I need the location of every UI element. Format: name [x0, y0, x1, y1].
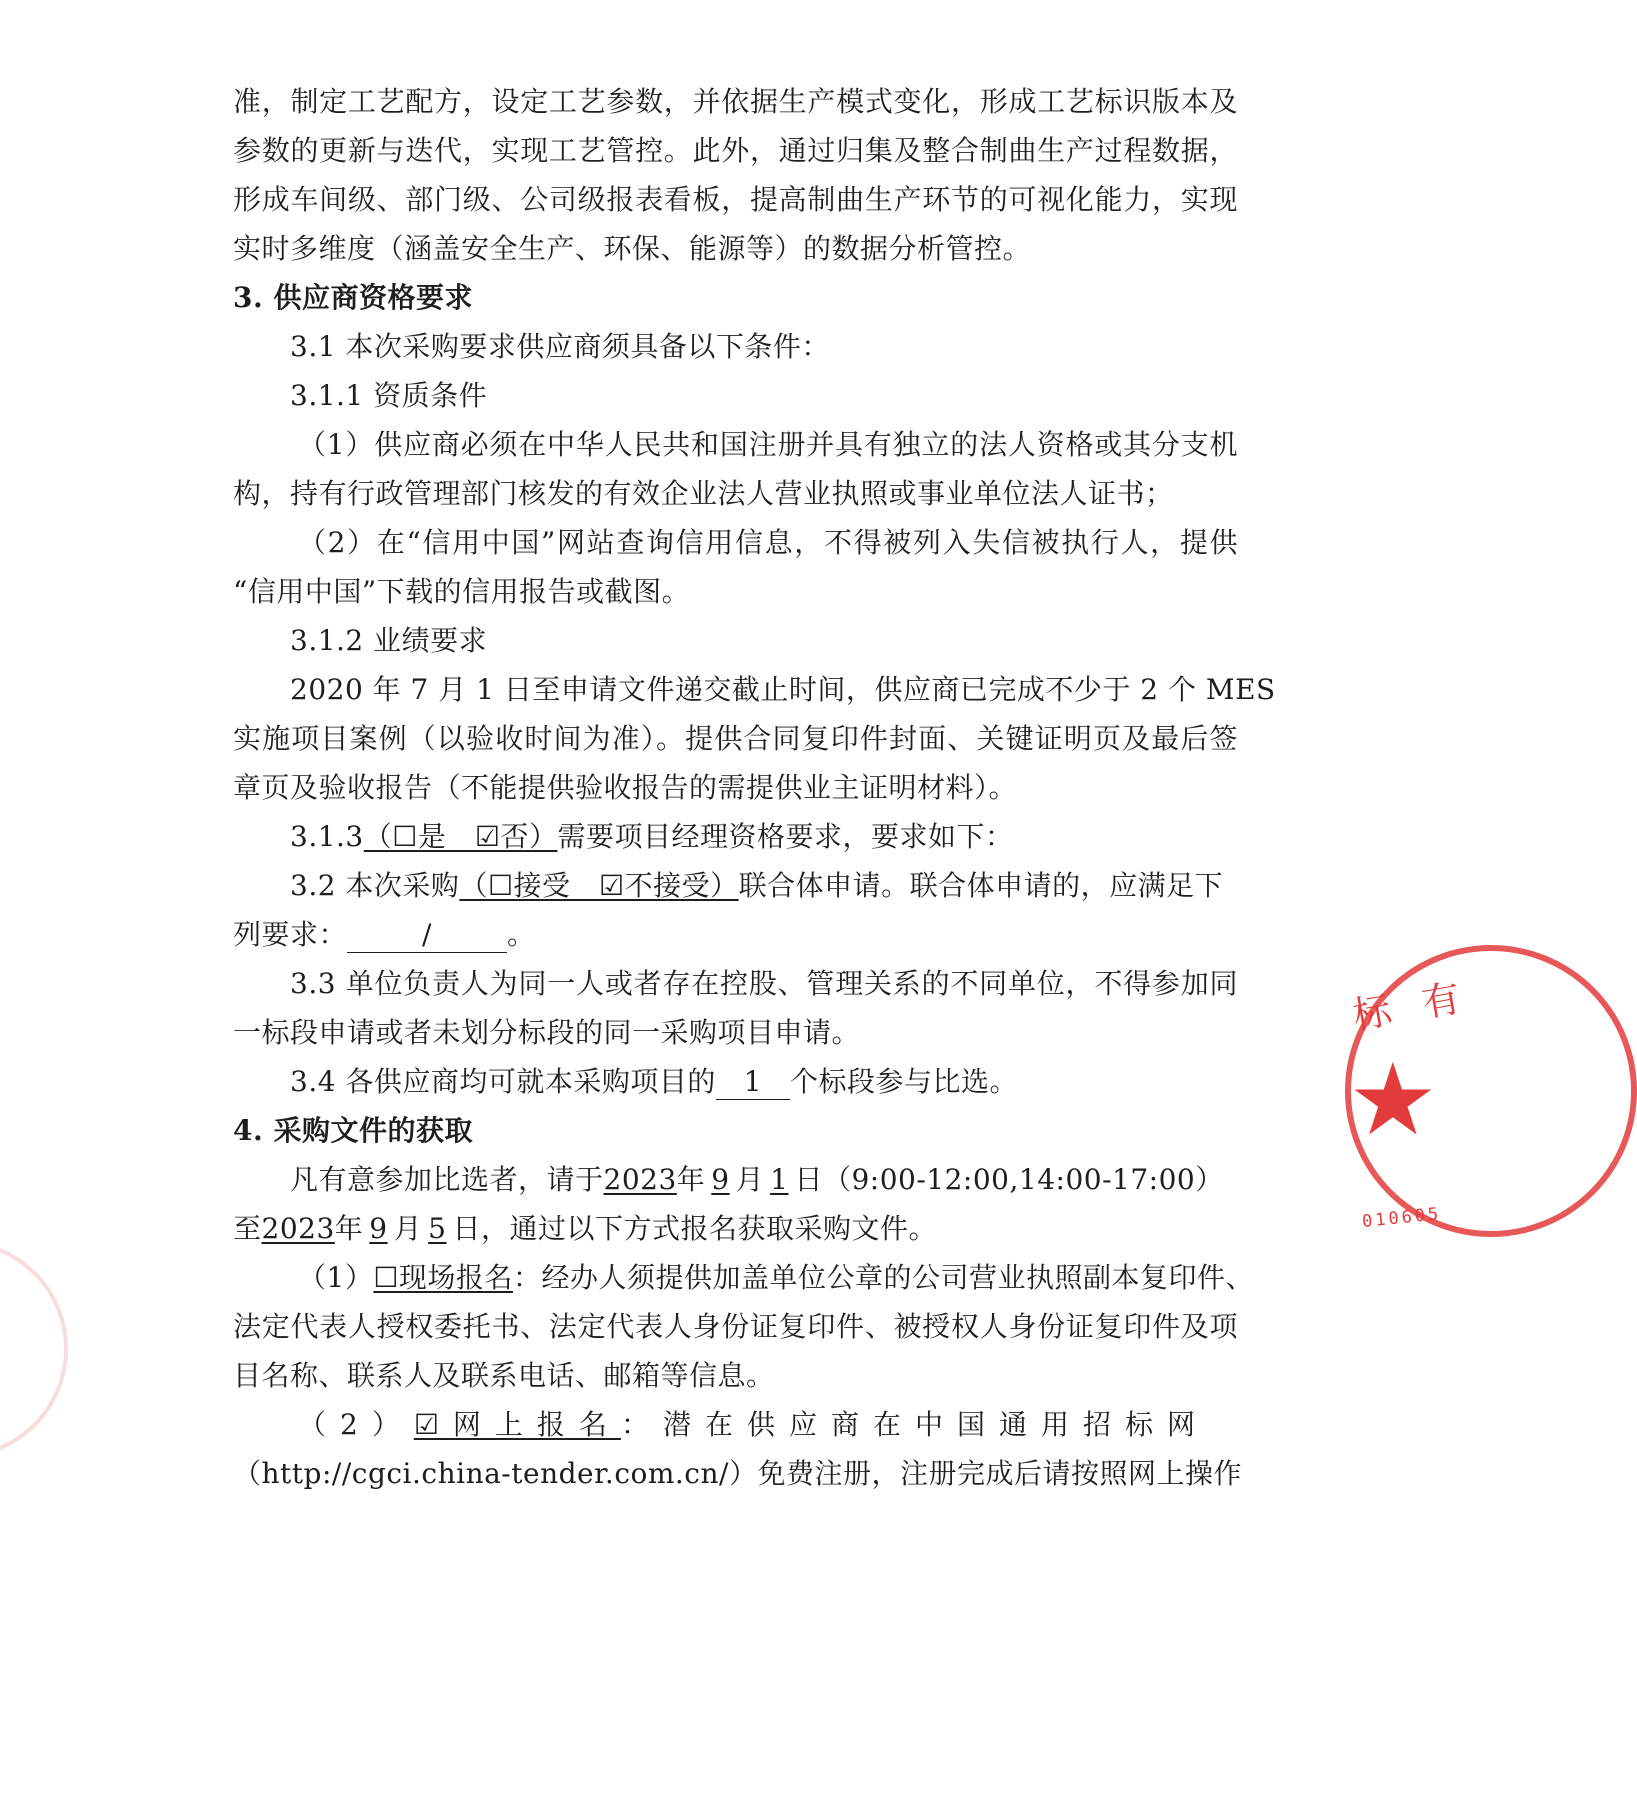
onsite-registration-checkbox: ☐现场报名	[373, 1261, 513, 1294]
paragraph-line: “信用中国”下载的信用报告或截图。	[233, 575, 691, 608]
start-date-line	[290, 1160, 1224, 1200]
item-number: （2）	[298, 1408, 414, 1441]
clause-text: 需要项目经理资格要求，要求如下：	[557, 820, 1014, 853]
fill-blank: /	[347, 918, 507, 953]
clause-text: 。	[507, 918, 536, 951]
clause-text: 月	[735, 1163, 765, 1196]
faint-seal-mark	[0, 1240, 68, 1458]
clause-text: 日（9:00-12:00,14:00-17:00）	[794, 1163, 1224, 1196]
date-day: 1	[770, 1163, 789, 1196]
clause-text: 年	[334, 1212, 364, 1245]
onsite-registration-line	[298, 1258, 1254, 1298]
paragraph-line: 2020 年 7 月 1 日至申请文件递交截止时间，供应商已完成不少于 2 个 MES	[290, 673, 1276, 706]
clause-text: ：经办人须提供加盖单位公章的公司营业执照副本复印件、	[512, 1261, 1254, 1294]
paragraph-line: 参数的更新与迭代，实现工艺管控。此外，通过归集及整合制曲生产过程数据，	[233, 134, 1238, 167]
seal-star-icon: ★	[1348, 1041, 1438, 1158]
clause-text: 至	[233, 1212, 262, 1245]
consortium-line	[290, 866, 1223, 906]
paragraph-line: 实时多维度（涵盖安全生产、环保、能源等）的数据分析管控。	[233, 232, 1032, 265]
paragraph-line: 形成车间级、部门级、公司级报表看板，提高制曲生产环节的可视化能力，实现	[233, 183, 1238, 216]
paragraph-line: 实施项目案例（以验收时间为准）。提供合同复印件封面、关键证明页及最后签	[233, 722, 1238, 755]
date-day: 5	[428, 1212, 447, 1245]
subsection-heading: 3.1.2 业绩要求	[290, 624, 488, 657]
paragraph-line: 3.1 本次采购要求供应商须具备以下条件：	[290, 330, 830, 363]
paragraph-line: 目名称、联系人及联系电话、邮箱等信息。	[233, 1359, 775, 1392]
paragraph-line: 一标段申请或者未划分标段的同一采购项目申请。	[233, 1016, 861, 1049]
item-number: （1）	[298, 1261, 374, 1294]
paragraph-line: 3.3 单位负责人为同一人或者存在控股、管理关系的不同单位，不得参加同	[290, 967, 1238, 1000]
lots-line	[290, 1062, 1018, 1102]
consortium-requirements-line	[233, 915, 536, 955]
paragraph-line: （2）在“信用中国”网站查询信用信息，不得被列入失信被执行人，提供	[298, 526, 1238, 559]
accept-checkbox-options: （☐接受 ☑不接受）	[459, 869, 739, 902]
section-heading: 4. 采购文件的获取	[233, 1114, 473, 1147]
clause-text: 月	[393, 1212, 423, 1245]
clause-text: 年	[676, 1163, 706, 1196]
date-month: 9	[369, 1212, 388, 1245]
website-line: （http://cgci.china-tender.com.cn/）免费注册，注册完成后请按照网上操作	[233, 1457, 1242, 1490]
paragraph-line: 准，制定工艺配方，设定工艺参数，并依据生产模式变化，形成工艺标识版本及	[233, 85, 1238, 118]
date-month: 9	[711, 1163, 730, 1196]
clause-text: 联合体申请。联合体申请的，应满足下	[738, 869, 1224, 902]
clause-text: 凡有意参加比选者，请于	[290, 1163, 604, 1196]
paragraph-line: （1）供应商必须在中华人民共和国注册并具有独立的法人资格或其分支机	[298, 428, 1238, 461]
fill-blank: 1	[716, 1065, 790, 1100]
date-year: 2023	[261, 1212, 335, 1245]
date-year: 2023	[603, 1163, 677, 1196]
online-registration-checkbox: ☑网上报名	[413, 1408, 621, 1441]
clause-text: ：潜在供应商在中国通用招标网	[620, 1408, 1209, 1441]
pm-requirement-line	[290, 817, 1013, 857]
seal-number: 010605	[1361, 1203, 1443, 1233]
end-date-line	[233, 1209, 937, 1249]
clause-text: 列要求：	[233, 918, 348, 951]
yes-no-checkbox-options: （☐是 ☑否）	[363, 820, 558, 853]
clause-text: 个标段参与比选。	[789, 1065, 1018, 1098]
clause-text: 3.2 本次采购	[290, 869, 460, 902]
paragraph-line: 章页及验收报告（不能提供验收报告的需提供业主证明材料）。	[233, 771, 1018, 804]
seal-text: 标 有	[1349, 974, 1474, 1038]
section-heading: 3. 供应商资格要求	[233, 281, 473, 314]
paragraph-line: 法定代表人授权委托书、法定代表人身份证复印件、被授权人身份证复印件及项	[233, 1310, 1238, 1343]
clause-text: 3.4 各供应商均可就本采购项目的	[290, 1065, 716, 1098]
online-registration-line	[298, 1405, 1209, 1445]
paragraph-line: 构，持有行政管理部门核发的有效企业法人营业执照或事业单位法人证书；	[233, 477, 1174, 510]
clause-text: 日，通过以下方式报名获取采购文件。	[452, 1212, 937, 1245]
subsection-heading: 3.1.1 资质条件	[290, 379, 488, 412]
clause-number: 3.1.3	[290, 820, 364, 853]
